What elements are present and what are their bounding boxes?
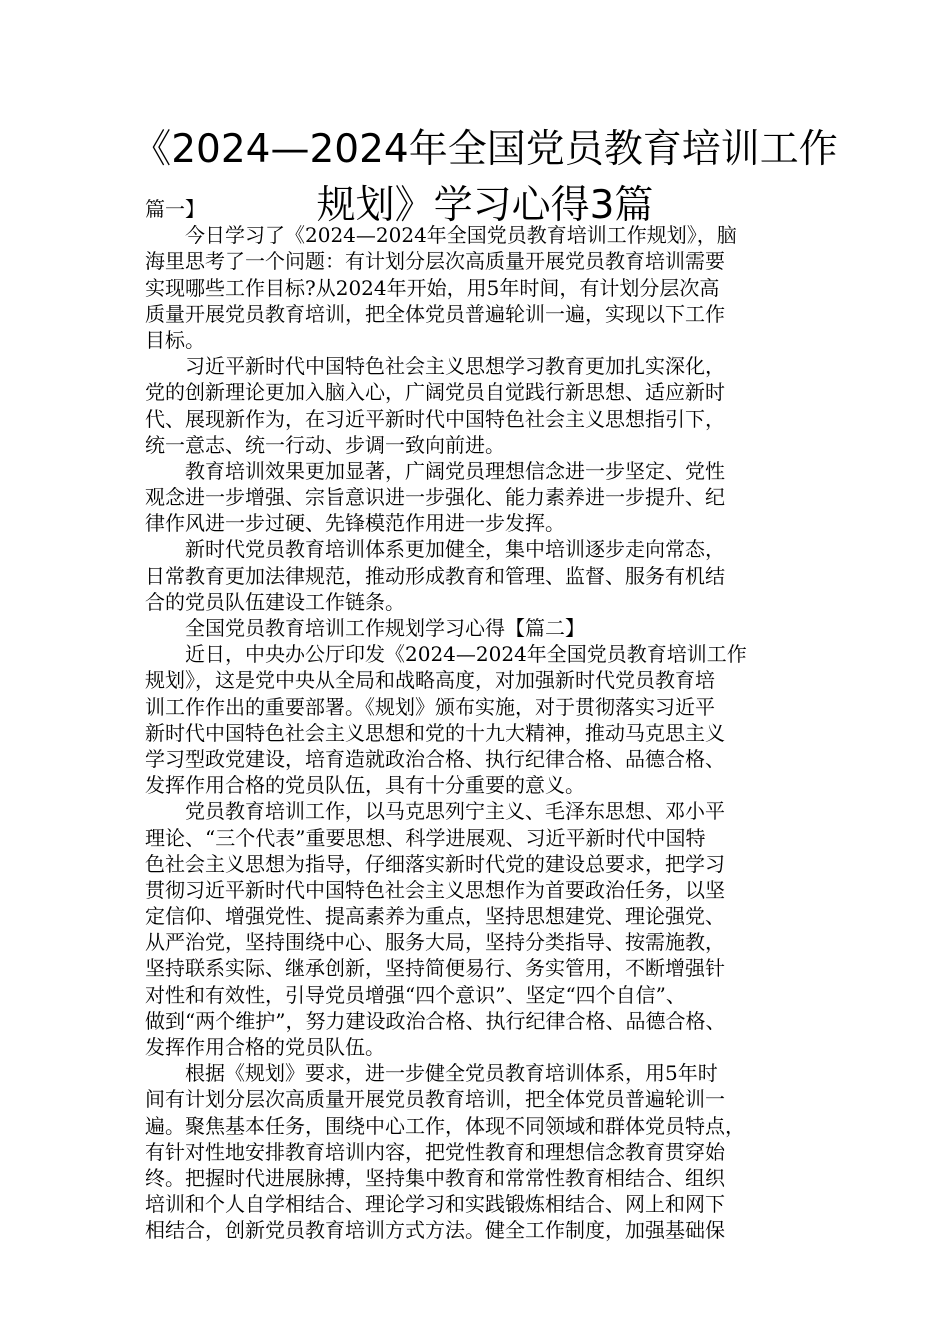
body-line: 党员教育培训工作，以马克思列宁主义、毛泽东思想、邓小平 <box>145 799 725 824</box>
body-line: 相结合，创新党员教育培训方式方法。健全工作制度，加强基础保 <box>145 1218 725 1243</box>
body-line: 坚持联系实际、继承创新，坚持简便易行、务实管用，不断增强针 <box>145 956 725 981</box>
body-line: 习近平新时代中国特色社会主义思想学习教育更加扎实深化， <box>145 354 725 379</box>
document-body <box>145 196 825 1244</box>
body-line: 合的党员队伍建设工作链条。 <box>145 589 405 614</box>
body-line: 理论、“三个代表”重要思想、科学进展观、习近平新时代中国特 <box>145 825 706 850</box>
body-line: 全国党员教育培训工作规划学习心得【篇二】 <box>145 616 585 640</box>
body-line: 观念进一步增强、宗旨意识进一步强化、能力素养进一步提升、纪 <box>145 485 725 510</box>
body-line: 日常教育更加法律规范，推动形成教育和管理、监督、服务有机结 <box>145 563 725 588</box>
body-line: 代、展现新作为，在习近平新时代中国特色社会主义思想指引下， <box>145 406 725 431</box>
body-line: 今日学习了《2024—2024年全国党员教育培训工作规划》，脑 <box>145 223 737 248</box>
body-line: 遍。聚焦基本任务，围绕中心工作，体现不同领域和群体党员特点， <box>145 1113 745 1138</box>
body-line: 发挥作用合格的党员队伍。 <box>145 1035 385 1059</box>
body-line: 目标。 <box>145 327 205 352</box>
body-line: 发挥作用合格的党员队伍，具有十分重要的意义。 <box>145 773 585 798</box>
body-line: 根据《规划》要求，进一步健全党员教育培训体系，用5年时 <box>145 1061 718 1086</box>
body-line: 统一意志、统一行动、步调一致向前进。 <box>145 432 505 457</box>
body-line: 从严治党，坚持围绕中心、服务大局，坚持分类指导、按需施教， <box>145 930 725 955</box>
body-line: 色社会主义思想为指导，仔细落实新时代党的建设总要求，把学习 <box>145 851 725 876</box>
body-line: 贯彻习近平新时代中国特色社会主义思想作为首要政治任务，以坚 <box>145 877 725 902</box>
body-line: 训工作作出的重要部署。《规划》颁布实施，对于贯彻落实习近平 <box>145 694 715 719</box>
body-line: 律作风进一步过硬、先锋模范作用进一步发挥。 <box>145 511 565 536</box>
body-line: 定信仰、增强党性、提高素养为重点，坚持思想建党、理论强党、 <box>145 904 725 929</box>
body-line: 新时代中国特色社会主义思想和党的十九大精神，推动马克思主义 <box>145 720 725 745</box>
body-line: 海里思考了一个问题：有计划分层次高质量开展党员教育培训需要 <box>145 249 725 274</box>
title-line: 规划》学习心得3篇 <box>316 183 654 228</box>
body-line: 教育培训效果更加显著，广阔党员理想信念进一步坚定、党性 <box>145 458 725 483</box>
body-line: 篇一】 <box>145 197 205 221</box>
body-line: 新时代党员教育培训体系更加健全，集中培训逐步走向常态， <box>145 537 725 562</box>
body-line: 规划》，这是党中央从全局和战略高度，对加强新时代党员教育培 <box>145 668 715 693</box>
body-line: 培训和个人自学相结合、理论学习和实践锻炼相结合、网上和网下 <box>145 1192 725 1217</box>
body-line: 实现哪些工作目标?从2024年开始，用5年时间，有计划分层次高 <box>145 275 720 300</box>
body-line: 对性和有效性，引导党员增强“四个意识”、坚定“四个自信”、 <box>145 982 686 1007</box>
body-line: 间有计划分层次高质量开展党员教育培训，把全体党员普遍轮训一 <box>145 1087 725 1112</box>
body-line: 做到“两个维护”，努力建设政治合格、执行纪律合格、品德合格、 <box>145 1008 726 1033</box>
title-line: 《2024—2024年全国党员教育培训工作 <box>132 127 838 172</box>
body-line: 学习型政党建设，培育造就政治合格、执行纪律合格、品德合格、 <box>145 746 725 771</box>
body-line: 质量开展党员教育培训，把全体党员普遍轮训一遍，实现以下工作 <box>145 301 725 326</box>
body-line: 党的创新理论更加入脑入心，广阔党员自觉践行新思想、适应新时 <box>145 380 725 405</box>
body-line: 终。把握时代进展脉搏，坚持集中教育和常常性教育相结合、组织 <box>145 1165 725 1190</box>
body-line: 近日，中央办公厅印发《2024—2024年全国党员教育培训工作 <box>145 642 747 667</box>
body-line: 有针对性地安排教育培训内容，把党性教育和理想信念教育贯穿始 <box>145 1139 725 1164</box>
